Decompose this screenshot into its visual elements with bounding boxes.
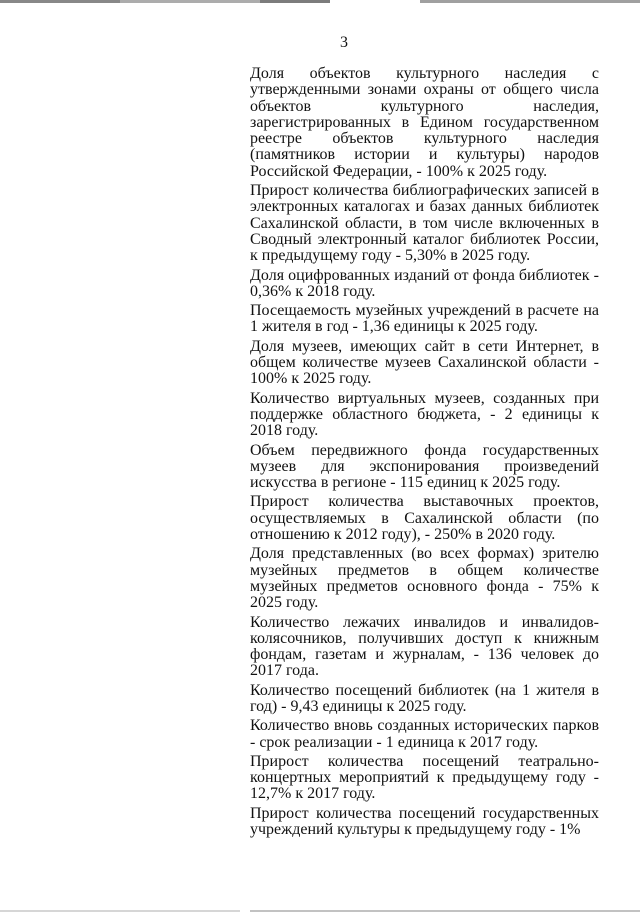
paragraph-museum-websites: Доля музеев, имеющих сайт в сети Интернет, в общем количестве музеев Сахалинской области - 100% к 2025 году. — [250, 337, 599, 388]
paragraph-virtual-museums: Количество виртуальных музеев, созданных при поддержке областного бюджета, - 2 единицы к 2018 году. — [250, 389, 599, 440]
document-body — [250, 66, 599, 841]
paragraph-bibliographic-records: Прирост количества библиографических записей в электронных каталогах и базах данных библиотек Сахалинской области, в том числе включенных в Сводный электронный каталог библиотек России, к предыдущему году - 5,30% в 2025 году. — [250, 182, 599, 265]
page-number: 3 — [340, 34, 348, 51]
paragraph-museum-attendance: Посещаемость музейных учреждений в расчете на 1 жителя в год - 1,36 единицы к 2025 году. — [250, 302, 599, 336]
paragraph-disabled-access: Количество лежачих инвалидов и инвалидов-колясочников, получивших доступ к книжным фондам, газетам и журналам, - 136 человек до 2017 года. — [250, 613, 599, 680]
paragraph-historical-parks: Количество вновь созданных исторических парков - срок реализации - 1 единица к 2017 году. — [250, 717, 599, 751]
paragraph-digitized-editions: Доля оцифрованных изданий от фонда библиотек - 0,36% к 2018 году. — [250, 266, 599, 300]
scan-edge-top — [0, 0, 640, 3]
paragraph-theatre-concert-visits: Прирост количества посещений театрально-концертных мероприятий к предыдущему году - 12,7% к 2017 году. — [250, 752, 599, 803]
paragraph-library-visits: Количество посещений библиотек (на 1 жителя в год) - 9,43 единицы к 2025 году. — [250, 681, 599, 715]
paragraph-displayed-items: Доля представленных (во всех формах) зрителю музейных предметов в общем количестве музейных предметов основного фонда - 75% к 2025 году. — [250, 545, 599, 612]
paragraph-heritage-zones: Доля объектов культурного наследия с утвержденными зонами охраны от общего числа объектов культурного наследия, зарегистрированных в Едином государственном реестре объектов культурного наследия (памятников истории и культуры) народов Российской Федерации, - 100% к 2025 году. — [250, 65, 599, 180]
paragraph-mobile-fund: Объем передвижного фонда государственных музеев для экспонирования произведений искусства в регионе - 115 единиц к 2025 году. — [250, 441, 599, 492]
paragraph-exhibition-projects: Прирост количества выставочных проектов, осуществляемых в Сахалинской области (по отношению к 2012 году), - 250% в 2020 году. — [250, 493, 599, 544]
paragraph-culture-institution-visits: Прирост количества посещений государственных учреждений культуры к предыдущему году - 1% — [250, 804, 599, 839]
